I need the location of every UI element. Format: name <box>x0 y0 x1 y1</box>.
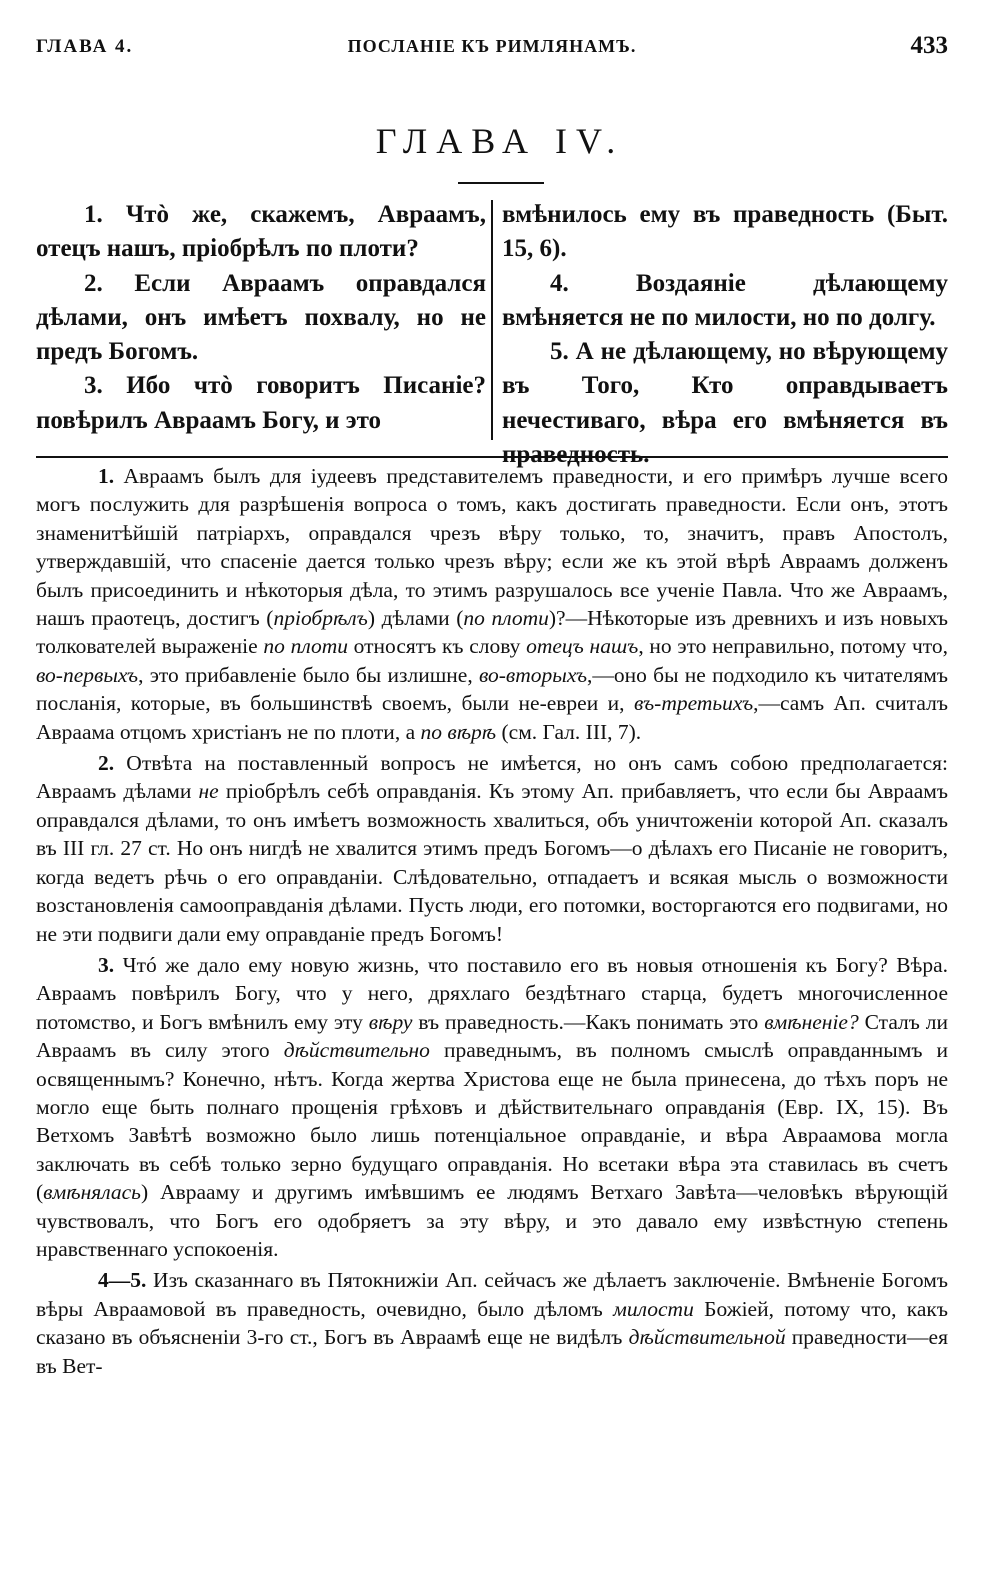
commentary-text: праведности—ея въ Вет- <box>36 1325 948 1378</box>
verses-left-column <box>36 198 486 438</box>
commentary-text: Чтó же дало ему новую жизнь, что поставило его въ новыя отношенія къ Богу? Вѣра. Авраамъ повѣрилъ Богу, что у него, дряхлаго бездѣтнаго старца, будетъ многочисленное потомство, и Богъ вмѣнилъ ему эту <box>36 952 948 1034</box>
commentary-text: въ праведность.—Какъ понимать это <box>412 1009 765 1034</box>
running-head-title: ПОСЛАНІЕ КЪ РИМЛЯНАМЪ. <box>347 36 637 56</box>
commentary-italic: отецъ нашъ <box>526 634 639 659</box>
commentary-text: , это прибавленіе было бы излишне, <box>138 662 479 687</box>
commentary-italic: пріобрѣлъ <box>273 606 368 631</box>
commentary-number: 1. <box>98 464 115 488</box>
commentary-text: праведнымъ, въ полномъ смыслѣ оправданнымъ и освященнымъ? Конечно, нѣтъ. Когда жертва Христова еще не была принесена, до тѣхъ поръ не могло еще быть полнаго прощенія грѣховъ и дѣйствительнаго оправданія (Евр. IX, 15). Въ Ветхомъ Завѣтѣ возможно было лишь потенціальное оправданіе, и вѣра Авраамова могла заключать въ себѣ только зерно будущаго оправданія. Но всетаки вѣра эта ставилась въ счетъ ( <box>36 1038 948 1205</box>
commentary-paragraph-2 <box>36 749 948 948</box>
commentary-text: ) дѣлами ( <box>367 606 464 631</box>
commentary-italic: по плоти <box>463 606 549 631</box>
commentary-italic: дѣйствительной <box>628 1325 786 1350</box>
commentary-italic: вмѣненіе? <box>764 1009 859 1034</box>
commentary-italic: во-первыхъ <box>36 662 139 687</box>
verse-1: 1. Чтò же, скажемъ, Авраамъ, отецъ нашъ, пріобрѣлъ по плоти? <box>36 201 486 263</box>
commentary-italic: вмѣнялась <box>43 1180 141 1205</box>
commentary-text: Изъ сказаннаго въ Пятокнижіи Ап. сейчасъ же дѣлаетъ заключеніе. Вмѣненіе Богомъ вѣры Авраамовой въ праведность, очевидно, было дѣломъ <box>36 1268 948 1321</box>
verse-4: 4. Воздаяніе дѣлающему вмѣняется не по милости, но по долгу. <box>502 269 948 331</box>
commentary-number: 3. <box>98 952 115 977</box>
commentary-text: Сталъ ли Авраамъ въ силу этого <box>36 1009 949 1063</box>
chapter-title: ГЛАВА IV. <box>375 121 625 161</box>
verse-commentary-rule <box>36 456 948 458</box>
commentary-text: Божіей, потому что, какъ сказано въ объясненіи 3-го ст., Богъ въ Авраамѣ еще не видѣлъ <box>36 1296 948 1350</box>
commentary-italic: вѣру <box>368 1009 413 1034</box>
commentary-text: , но это неправильно, потому что, <box>638 634 948 659</box>
commentary-text: ,—самъ Ап. считалъ Авраама отцомъ христіанъ не по плоти, а <box>36 691 948 744</box>
commentary-italic: по вѣрѣ <box>420 719 497 744</box>
running-head <box>36 32 948 76</box>
commentary-paragraph-1 <box>36 462 948 746</box>
verse-5: 5. А не дѣлающему, но вѣрующему въ Того, Кто оправдываетъ нечестиваго, вѣра его вмѣняется въ праведность. <box>502 338 948 469</box>
commentary-text: )?—Нѣкоторые изъ древнихъ и изъ новыхъ толкователей выраженіе <box>36 606 949 659</box>
commentary-text: относятъ къ слову <box>348 634 527 659</box>
commentary-text: пріобрѣлъ себѣ оправданія. Къ этому Ап. прибавляетъ, что если бы Авраамъ оправдался дѣлами, то онъ имѣетъ возможность хвалиться, объ уничтоженіи которой Ап. сказалъ въ III гл. 27 ст. Но онъ нигдѣ не хвалится этимъ предъ Богомъ—о дѣлахъ его Писаніе не говоритъ, когда ведетъ рѣчь о его оправданіи. Слѣдовательно, отпадаетъ и всякая мысль о возможности возстановленія самооправданія дѣлами. Пусть люди, его потомки, восторгаются его подвигами, но не эти подвиги дали ему оправданіе предъ Богомъ! <box>36 779 948 946</box>
commentary-text: Отвѣта на поставленный вопросъ не имѣется, но онъ самъ собою предполагается: Авраамъ дѣлами <box>36 751 948 804</box>
verse-2: 2. Если Авраамъ оправдался дѣлами, онъ имѣетъ похвалу, но не предъ Богомъ. <box>36 269 486 366</box>
commentary-text: (см. Гал. III, 7). <box>496 719 642 744</box>
commentary-italic: по плоти <box>263 634 348 659</box>
commentary-paragraph-4 <box>36 1266 948 1380</box>
commentary-italic: милости <box>613 1296 694 1321</box>
commentary-italic: не <box>198 779 219 804</box>
commentary-italic: въ-третьихъ <box>633 691 754 716</box>
commentary-italic: дѣйствительно <box>283 1038 430 1063</box>
commentary-italic: во-вторыхъ <box>478 662 587 687</box>
verses-right-column <box>502 198 948 472</box>
title-rule <box>458 182 544 184</box>
commentary-paragraph-3 <box>36 951 948 1263</box>
commentary-text: ,—оно бы не подходило къ читателямъ посланія, которые, въ большинствѣ своемъ, были не-евреи и, <box>36 662 948 716</box>
running-head-chapter: ГЛАВА 4. <box>36 36 134 57</box>
page-number: 433 <box>910 32 948 59</box>
verse-3-continuation: вмѣнилось ему въ праведность (Быт. 15, 6). <box>502 201 948 263</box>
commentary-number: 2. <box>98 751 115 776</box>
commentary-text: ) Аврааму и другимъ имѣвшимъ ее людямъ Ветхаго Завѣта—человѣкъ вѣрующій чувствовалъ, что Богъ его одобряетъ за эту вѣру, и это давало ему извѣстную степень нравственнаго успокоенія. <box>36 1180 948 1261</box>
column-divider <box>491 200 493 440</box>
commentary <box>36 462 948 1383</box>
commentary-number: 4—5. <box>98 1268 147 1293</box>
scripture-verses <box>36 198 948 469</box>
commentary-text: Авраамъ былъ для іудеевъ представителемъ праведности, и его примѣръ лучше всего могъ послужить для разрѣшенія вопроса о томъ, какъ достигать праведности. Если онъ, этотъ знаменитѣйшій патріархъ, оправдался чрезъ вѣру только, то, значитъ, правъ Апостолъ, утверждавшій, что спасеніе дается только чрезъ вѣру; если же къ этой вѣрѣ Авраамъ долженъ былъ присоединить и нѣкоторыя дѣла, то этимъ разрушалось все ученіе Павла. Что же Авраамъ, нашъ праотецъ, достигъ ( <box>36 464 948 631</box>
verse-3: 3. Ибо чтò говоритъ Писаніе? повѣрилъ Авраамъ Богу, и это <box>36 372 486 434</box>
